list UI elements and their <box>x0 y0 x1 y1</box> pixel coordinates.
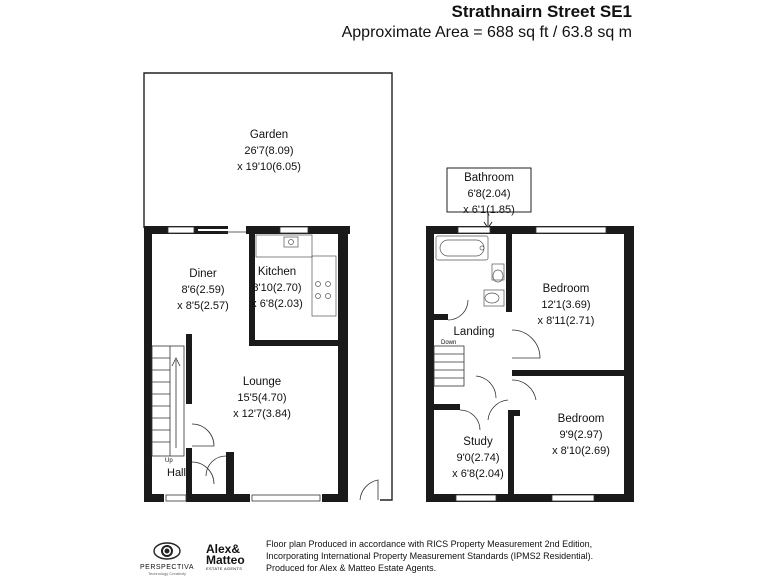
room-name: Landing <box>453 326 495 338</box>
room-dimension: 8'6(2.59) <box>181 284 225 296</box>
room-name: Garden <box>249 129 289 141</box>
room-dimension: 26'7(8.09) <box>244 145 294 157</box>
logo-line-3: ESTATE AGENTS <box>206 566 243 571</box>
room-dimension: x 6'1(1.85) <box>463 204 515 216</box>
footer-line-2: Incorporating International Property Measurement Standards (IPMS2 Residential). <box>266 551 594 561</box>
room-dimension: 6'8(2.04) <box>467 188 511 200</box>
room-dimension: x 6'8(2.03) <box>251 298 303 310</box>
room-name: Kitchen <box>257 266 297 278</box>
room-bathroom <box>463 170 515 218</box>
ground-door-swings <box>192 424 378 500</box>
room-kitchen <box>251 264 303 312</box>
room-dimension: x 12'7(3.84) <box>233 408 291 420</box>
logo-line-2: Matteo <box>206 553 245 567</box>
logo-line-1: Alex& <box>206 542 241 556</box>
room-dimension: x 19'10(6.05) <box>237 161 301 173</box>
room-lounge <box>233 374 291 422</box>
room-landing <box>454 324 495 340</box>
room-dimension: x 8'10(2.69) <box>552 445 610 457</box>
room-dimension: x 6'8(2.04) <box>452 468 504 480</box>
room-dimension: 15'5(4.70) <box>237 392 287 404</box>
perspectiva-logo <box>136 540 198 576</box>
street-title: Strathnairn Street SE1 <box>451 2 632 21</box>
footer-line-3: Produced for Alex & Matteo Estate Agents. <box>266 563 437 573</box>
room-diner <box>177 266 229 314</box>
room-name: Bathroom <box>464 172 514 184</box>
room-name: Bedroom <box>542 283 590 295</box>
bathroom-fixtures <box>436 236 504 306</box>
stairs-up-label: Up <box>165 458 173 464</box>
alex-matteo-logo <box>206 544 245 571</box>
ground-stairs <box>152 346 184 456</box>
room-dimension: x 8'11(2.71) <box>537 315 595 327</box>
room-name: Lounge <box>242 376 282 388</box>
room-name: Study <box>463 436 493 448</box>
footer-note <box>266 538 593 574</box>
footer-line-1: Floor plan Produced in accordance with RICS Property Measurement 2nd Edition, <box>266 539 593 549</box>
room-dimension: 9'9(2.97) <box>559 429 603 441</box>
first-floor-door-swings <box>448 300 540 430</box>
room-bedroom-2 <box>552 411 610 459</box>
room-dimension: 8'10(2.70) <box>252 282 302 294</box>
room-name: Diner <box>189 268 217 280</box>
room-dimension: 12'1(3.69) <box>541 299 591 311</box>
area-subtitle: Approximate Area = 688 sq ft / 63.8 sq m <box>341 24 632 41</box>
first-floor-stairs <box>434 346 464 386</box>
room-name: Bedroom <box>557 413 605 425</box>
room-hall: Hall <box>167 467 186 479</box>
perspectiva-name: PERSPECTIVA <box>140 564 194 571</box>
room-dimension: x 8'5(2.57) <box>177 300 229 312</box>
perspectiva-tagline: Technology Creativity <box>147 571 187 576</box>
room-dimension: 9'0(2.74) <box>456 452 500 464</box>
room-study <box>452 434 504 482</box>
ground-floor-walls <box>144 226 350 502</box>
stairs-down-label: Down <box>441 340 457 346</box>
room-garden <box>237 127 301 175</box>
room-bedroom-1 <box>538 281 595 329</box>
